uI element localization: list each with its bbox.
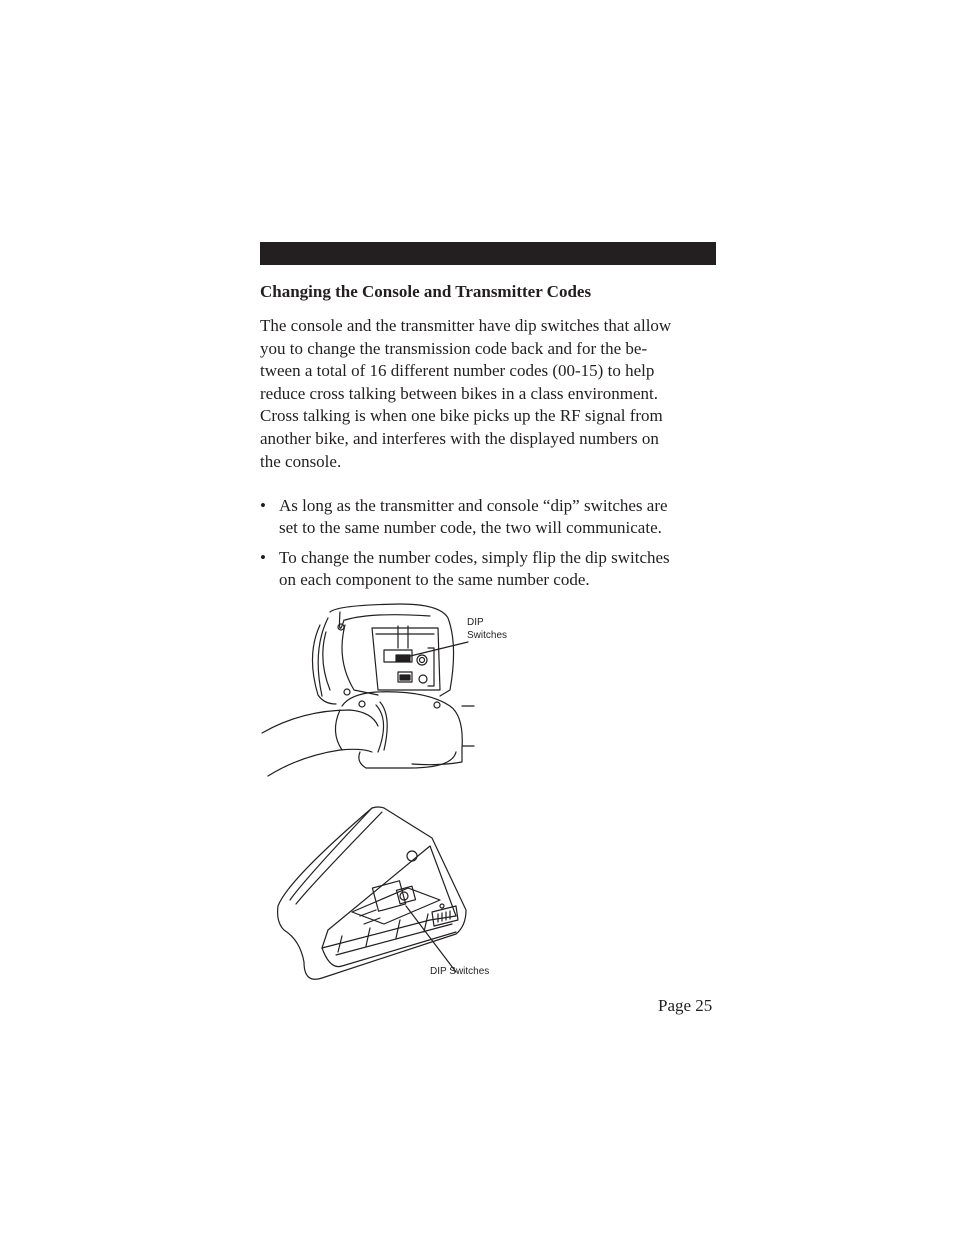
bullet-line: on each component to the same number code. [279, 570, 590, 590]
callout-line: DIP [467, 617, 484, 628]
paragraph-line: you to change the transmission code back and for the be- [260, 338, 648, 358]
console-illustration [270, 800, 480, 990]
section-header-bar [260, 242, 716, 265]
bullet-line: To change the number codes, simply flip the dip switches [279, 547, 670, 567]
callout-line: Switches [467, 630, 508, 641]
intro-paragraph [260, 315, 720, 473]
console-dip-callout: DIP Switches [430, 966, 490, 977]
bullet-marker: • [260, 496, 266, 515]
list-item [260, 547, 730, 592]
bullet-marker: • [260, 547, 266, 567]
paragraph-line: reduce cross talking between bikes in a class environment. [260, 383, 658, 403]
section-title: Changing the Console and Transmitter Codes [260, 282, 592, 301]
paragraph-line: the console. [260, 451, 342, 471]
instruction-list [260, 495, 730, 599]
page-number: Page 25 [658, 996, 713, 1015]
transmitter-dip-callout [467, 616, 507, 642]
paragraph-line: Cross talking is when one bike picks up the RF signal from [260, 406, 663, 426]
paragraph-line: another bike, and interferes with the displayed numbers on [260, 428, 659, 448]
list-item [260, 495, 730, 540]
bullet-line: As long as the transmitter and console “dip” switches are [279, 496, 668, 515]
transmitter-illustration [258, 600, 488, 790]
bullet-line: set to the same number code, the two will communicate. [279, 518, 662, 538]
paragraph-line: tween a total of 16 different number codes (00-15) to help [260, 361, 655, 381]
paragraph-line: The console and the transmitter have dip switches that allow [260, 316, 672, 335]
